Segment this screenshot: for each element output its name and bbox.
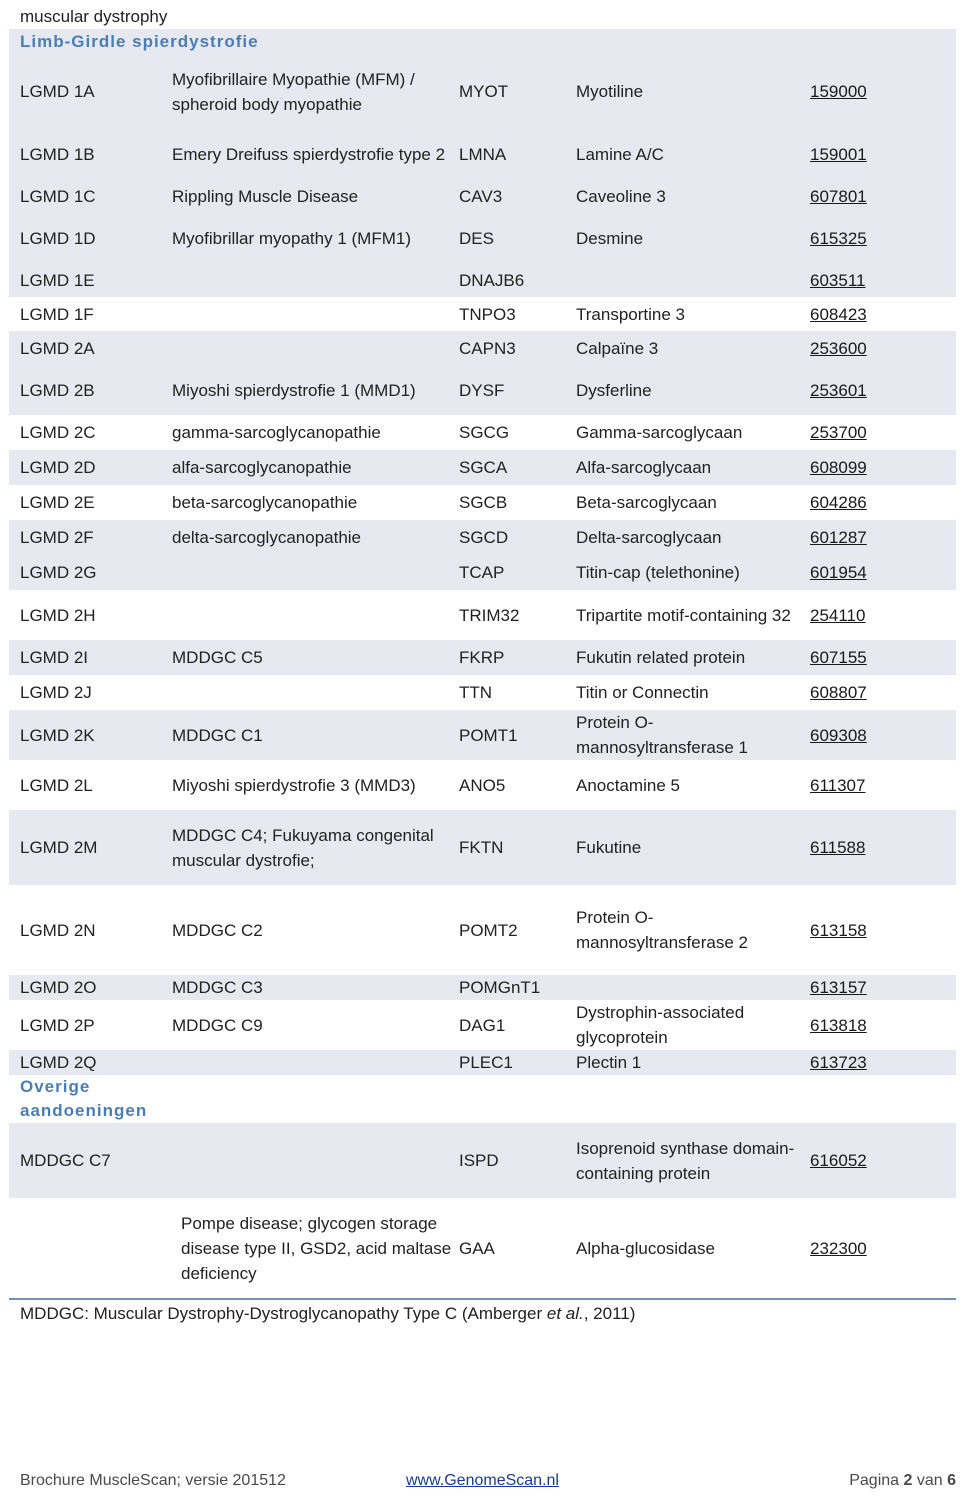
omim-number-link[interactable]: 254110 [810, 605, 866, 625]
gene-symbol: ANO5 [459, 775, 506, 795]
omim-link [810, 603, 930, 628]
protein-name: Alfa-sarcoglycaan [576, 458, 712, 477]
gene-symbol: FKTN [459, 838, 504, 857]
omim-link [810, 226, 930, 251]
disease-name: MDDGC C9 [172, 1015, 263, 1035]
protein-name: Gamma-sarcoglycaan [576, 423, 743, 442]
protein-name: Protein O-mannosyltransferase 2 [576, 908, 748, 952]
condition-code: LGMD 2Q [20, 1053, 97, 1072]
protein-name: Protein O-mannosyltransferase 1 [576, 713, 748, 757]
table-row [9, 1000, 956, 1050]
disease-name: Myofibrillar myopathy 1 (MFM1) [172, 228, 411, 248]
protein-name: Dystrophin-associated glycoprotein [576, 1003, 745, 1047]
omim-link [810, 184, 930, 209]
footnote-etal: et al. [546, 1304, 584, 1323]
protein-name: Plectin 1 [576, 1053, 642, 1072]
table-row [9, 760, 956, 810]
disease-name: Miyoshi spierdystrofie 1 (MMD1) [172, 380, 416, 400]
table-row [9, 590, 956, 640]
condition-code: MDDGC C7 [20, 1151, 111, 1170]
table-row [9, 331, 956, 365]
condition-code: LGMD 2L [20, 775, 93, 795]
omim-number-link[interactable]: 608099 [810, 458, 867, 477]
omim-number-link[interactable]: 613723 [810, 1053, 867, 1072]
gene-symbol: SGCG [459, 423, 510, 442]
condition-code: LGMD 1A [20, 82, 95, 101]
condition-code: LGMD 2C [20, 423, 96, 442]
omim-link [810, 1148, 930, 1173]
footer-page-number: Pagina 2 van 6 [849, 1472, 956, 1489]
omim-number-link[interactable]: 604286 [810, 493, 867, 512]
gene-symbol: DES [459, 228, 494, 248]
page-footer [20, 1472, 956, 1496]
table-row [9, 54, 956, 129]
footnote [9, 1300, 956, 1328]
footer-website-link[interactable]: www.GenomeScan.nl [406, 1472, 559, 1489]
category-label: muscular dystrophy [20, 7, 168, 26]
omim-link [810, 1236, 930, 1261]
protein-name: Alpha-glucosidase [576, 1238, 715, 1258]
protein-name: Transportine 3 [576, 304, 685, 324]
disease-name: Myofibrillaire Myopathie (MFM) / spheroid body myopathie [172, 69, 415, 114]
table-row [9, 450, 956, 485]
omim-number-link[interactable]: 253700 [810, 423, 867, 442]
protein-name: Beta-sarcoglycaan [576, 493, 717, 512]
omim-number-link[interactable]: 613158 [810, 920, 867, 940]
condition-code: LGMD 1E [20, 270, 95, 290]
omim-link [810, 773, 930, 798]
gene-symbol: DYSF [459, 380, 505, 400]
table-row [9, 263, 956, 297]
disease-name: Miyoshi spierdystrofie 3 (MMD3) [172, 775, 416, 795]
gene-symbol: DNAJB6 [459, 270, 525, 290]
omim-link [810, 420, 930, 445]
table-row [9, 520, 956, 555]
condition-code: LGMD 2M [20, 838, 98, 857]
gene-symbol: SGCA [459, 458, 508, 477]
omim-link [810, 525, 930, 550]
condition-code: LGMD 2H [20, 605, 96, 625]
omim-link [810, 302, 930, 327]
disease-name: MDDGC C4; Fukuyama congenital muscular dystrofie; [172, 825, 434, 870]
omim-number-link[interactable]: 159001 [810, 144, 867, 164]
protein-name: Fukutin related protein [576, 648, 746, 667]
condition-code: LGMD 2G [20, 563, 97, 582]
table-row [9, 555, 956, 590]
omim-link [810, 490, 930, 515]
protein-name: Isoprenoid synthase domain-containing protein [576, 1138, 795, 1183]
protein-name: Dysferline [576, 380, 652, 400]
footnote-tail: , 2011) [583, 1304, 636, 1323]
disease-name: MDDGC C1 [172, 725, 263, 745]
omim-link [810, 975, 930, 1000]
other-table [9, 1123, 956, 1298]
footer-brochure: Brochure MuscleScan; versie 201512 [20, 1472, 286, 1489]
table-row [9, 213, 956, 263]
table-row [9, 415, 956, 450]
protein-name: Delta-sarcoglycaan [576, 528, 722, 547]
table-row [9, 1198, 956, 1298]
protein-name: Myotiline [576, 82, 644, 101]
table-row [9, 975, 956, 1000]
omim-link [810, 918, 930, 943]
protein-name: Titin-cap (telethonine) [576, 563, 740, 582]
gene-symbol: TTN [459, 683, 493, 702]
gene-symbol: CAV3 [459, 186, 503, 206]
omim-link [810, 645, 930, 670]
omim-number-link[interactable]: 611588 [810, 838, 866, 857]
condition-code: LGMD 2B [20, 380, 95, 400]
omim-link [810, 142, 930, 167]
condition-code: LGMD 2I [20, 648, 89, 667]
condition-code: LGMD 2O [20, 978, 97, 997]
omim-number-link[interactable]: 601287 [810, 528, 867, 547]
gene-symbol: CAPN3 [459, 338, 516, 358]
gene-symbol: TCAP [459, 563, 505, 582]
condition-code: LGMD 2P [20, 1015, 95, 1035]
omim-link [810, 1050, 930, 1075]
footnote-text: MDDGC: Muscular Dystrophy-Dystroglycanopathy Type C (Amberger [20, 1304, 547, 1323]
protein-name: Fukutine [576, 838, 642, 857]
condition-code: LGMD 1F [20, 304, 94, 324]
omim-number-link[interactable]: 607801 [810, 186, 867, 206]
table-row [9, 485, 956, 520]
condition-code: LGMD 2N [20, 920, 96, 940]
gene-symbol: SGCB [459, 493, 508, 512]
gene-symbol: POMT1 [459, 725, 518, 745]
omim-link [810, 378, 930, 403]
omim-number-link[interactable]: 159000 [810, 82, 867, 101]
condition-code: LGMD 2E [20, 493, 95, 512]
omim-link [810, 1013, 930, 1038]
omim-number-link[interactable]: 611307 [810, 775, 866, 795]
condition-code: LGMD 2A [20, 338, 95, 358]
disease-name: gamma-sarcoglycanopathie [172, 423, 381, 442]
disease-name: MDDGC C3 [172, 978, 263, 997]
omim-number-link[interactable]: 609308 [810, 725, 867, 745]
table-row [9, 710, 956, 760]
omim-number-link[interactable]: 253600 [810, 338, 867, 358]
table-row [9, 1123, 956, 1198]
disease-name: alfa-sarcoglycanopathie [172, 458, 352, 477]
document-body [9, 5, 956, 1328]
omim-link [810, 835, 930, 860]
omim-link [810, 455, 930, 480]
disease-name: MDDGC C2 [172, 920, 263, 940]
disease-name: delta-sarcoglycanopathie [172, 528, 362, 547]
gene-symbol: MYOT [459, 82, 509, 101]
gene-symbol: DAG1 [459, 1015, 506, 1035]
omim-number-link[interactable]: 608423 [810, 304, 867, 324]
section-heading-lgmd: Limb-Girdle spierdystrofie [9, 29, 956, 54]
gene-symbol: GAA [459, 1238, 495, 1258]
disease-name: Rippling Muscle Disease [172, 186, 359, 206]
protein-name: Desmine [576, 228, 644, 248]
condition-code: LGMD 1B [20, 144, 95, 164]
gene-symbol: LMNA [459, 144, 507, 164]
omim-link [810, 268, 930, 293]
section-heading-other: Overige aandoeningen [20, 1077, 148, 1120]
omim-link [810, 723, 930, 748]
protein-name: Titin or Connectin [576, 683, 709, 702]
gene-symbol: ISPD [459, 1151, 499, 1170]
omim-number-link[interactable]: 607155 [810, 648, 867, 667]
omim-number-link[interactable]: 253601 [810, 380, 867, 400]
omim-link [810, 79, 930, 104]
omim-number-link[interactable]: 613157 [810, 978, 867, 997]
protein-name: Caveoline 3 [576, 186, 666, 206]
protein-name: Anoctamine 5 [576, 775, 680, 795]
omim-number-link[interactable]: 613818 [810, 1015, 867, 1035]
disease-name: beta-sarcoglycanopathie [172, 493, 358, 512]
omim-link [810, 336, 930, 361]
table-row [9, 365, 956, 415]
disease-name: MDDGC C5 [172, 648, 263, 667]
table-row [9, 885, 956, 975]
condition-code: LGMD 2D [20, 458, 96, 477]
gene-symbol: FKRP [459, 648, 505, 667]
table-row [9, 810, 956, 885]
table-row [9, 129, 956, 179]
gene-symbol: POMGnT1 [459, 978, 541, 997]
disease-name: Emery Dreifuss spierdystrofie type 2 [172, 144, 446, 164]
omim-number-link[interactable]: 616052 [810, 1151, 867, 1170]
omim-link [810, 560, 930, 585]
condition-code: LGMD 1C [20, 186, 96, 206]
condition-code: LGMD 1D [20, 228, 96, 248]
omim-number-link[interactable]: 232300 [810, 1238, 867, 1258]
omim-number-link[interactable]: 603511 [810, 270, 866, 290]
gene-symbol: TRIM32 [459, 605, 520, 625]
protein-name: Calpaïne 3 [576, 338, 659, 358]
table-row [9, 675, 956, 710]
protein-name: Lamine A/C [576, 144, 664, 164]
gene-symbol: POMT2 [459, 920, 518, 940]
omim-number-link[interactable]: 615325 [810, 228, 867, 248]
condition-code: LGMD 2J [20, 683, 92, 702]
gene-symbol: SGCD [459, 528, 509, 547]
omim-link [810, 680, 930, 705]
omim-number-link[interactable]: 608807 [810, 683, 867, 702]
condition-code: LGMD 2F [20, 528, 94, 547]
gene-symbol: PLEC1 [459, 1053, 513, 1072]
table-row [9, 179, 956, 213]
protein-name: Tripartite motif-containing 32 [576, 605, 791, 625]
disease-name: Pompe disease; glycogen storage disease type II, GSD2, acid maltase deficiency [181, 1213, 452, 1283]
omim-number-link[interactable]: 601954 [810, 563, 867, 582]
lgmd-table [9, 54, 956, 1075]
table-row [9, 640, 956, 675]
table-row [9, 297, 956, 331]
table-row [9, 1050, 956, 1075]
gene-symbol: TNPO3 [459, 304, 516, 324]
condition-code: LGMD 2K [20, 725, 95, 745]
